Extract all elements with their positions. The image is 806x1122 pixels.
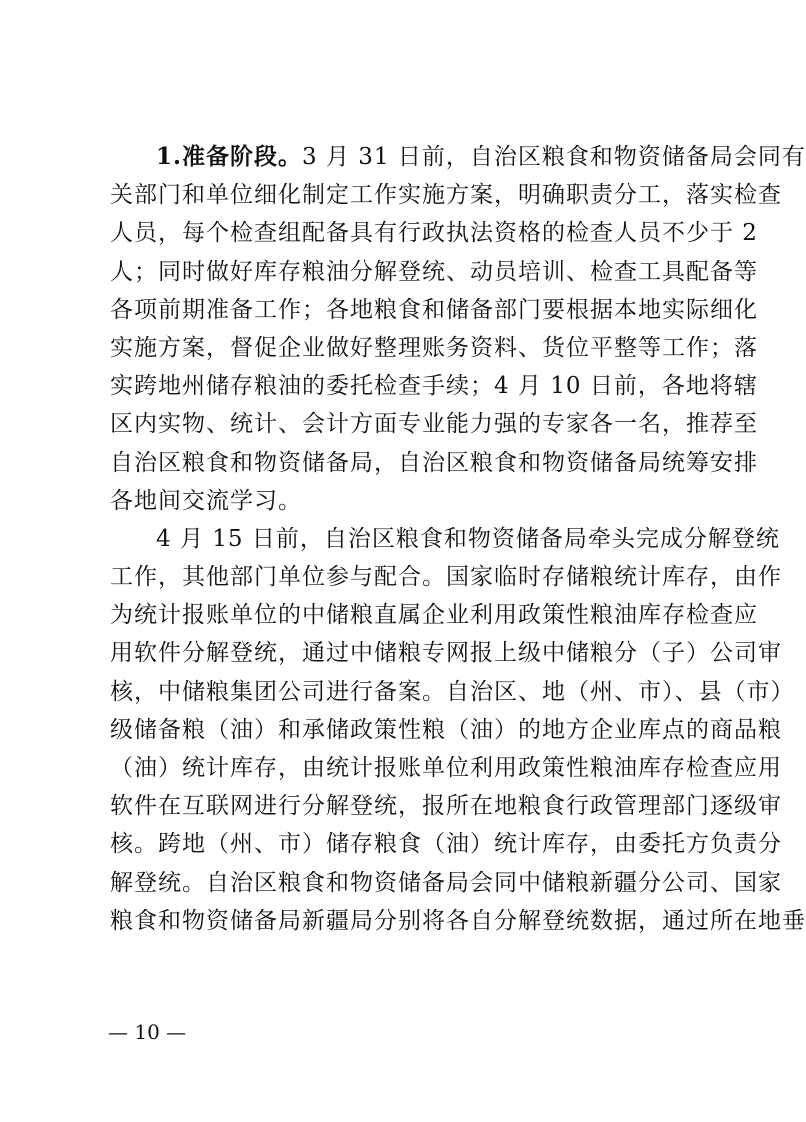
text-line: 实施方案，督促企业做好整理账务资料、货位平整等工作；落 bbox=[110, 334, 758, 361]
text-line: 粮食和物资储备局新疆局分别将各自分解登统数据，通过所在地垂 bbox=[110, 907, 806, 934]
text-line: 自治区粮食和物资储备局，自治区粮食和物资储备局统筹安排 bbox=[110, 449, 758, 476]
text-line: 关部门和单位细化制定工作实施方案，明确职责分工，落实检查 bbox=[110, 182, 782, 209]
text-line: 实跨地州储存粮油的委托检查手续；4 月 10 日前，各地将辖 bbox=[110, 373, 758, 400]
text-line: 各地间交流学习。 bbox=[110, 487, 302, 514]
text-line: 解登统。自治区粮食和物资储备局会同中储粮新疆分公司、国家 bbox=[110, 869, 782, 896]
paragraph-registration bbox=[110, 520, 806, 940]
text-line: 为统计报账单位的中储粮直属企业利用政策性粮油库存检查应 bbox=[110, 602, 758, 629]
paragraph-preparation-stage bbox=[110, 138, 806, 520]
text-line: 区内实物、统计、会计方面专业能力强的专家各一名，推荐至 bbox=[110, 411, 758, 438]
body-text bbox=[110, 138, 806, 940]
text-line: 核。跨地（州、市）储存粮食（油）统计库存，由委托方负责分 bbox=[110, 831, 782, 858]
text-line: 人员，每个检查组配备具有行政执法资格的检查人员不少于 2 bbox=[110, 220, 758, 247]
text-line: 4 月 15 日前，自治区粮食和物资储备局牵头完成分解登统 bbox=[156, 525, 780, 552]
text-line: 级储备粮（油）和承储政策性粮（油）的地方企业库点的商品粮 bbox=[110, 716, 782, 743]
text-line: （油）统计库存，由统计报账单位利用政策性粮油库存检查应用 bbox=[110, 755, 782, 781]
text-line: 人；同时做好库存粮油分解登统、动员培训、检查工具配备等 bbox=[110, 258, 758, 285]
section-heading: 1.准备阶段。 bbox=[156, 143, 303, 170]
text-line: 各项前期准备工作；各地粮食和储备部门要根据本地实际细化 bbox=[110, 296, 758, 323]
text-run: 3 月 31 日前，自治区粮食和物资储备局会同有 bbox=[302, 144, 806, 170]
text-line: 核，中储粮集团公司进行备案。自治区、地（州、市）、县（市） bbox=[110, 678, 795, 705]
text-line: 软件在互联网进行分解登统，报所在地粮食行政管理部门逐级审 bbox=[110, 793, 782, 820]
text-line bbox=[110, 138, 806, 176]
page-number: — 10 — bbox=[108, 1020, 187, 1044]
text-line: 用软件分解登统，通过中储粮专网报上级中储粮分（子）公司审 bbox=[110, 640, 782, 667]
text-line: 工作，其他部门单位参与配合。国家临时存储粮统计库存，由作 bbox=[110, 564, 782, 591]
